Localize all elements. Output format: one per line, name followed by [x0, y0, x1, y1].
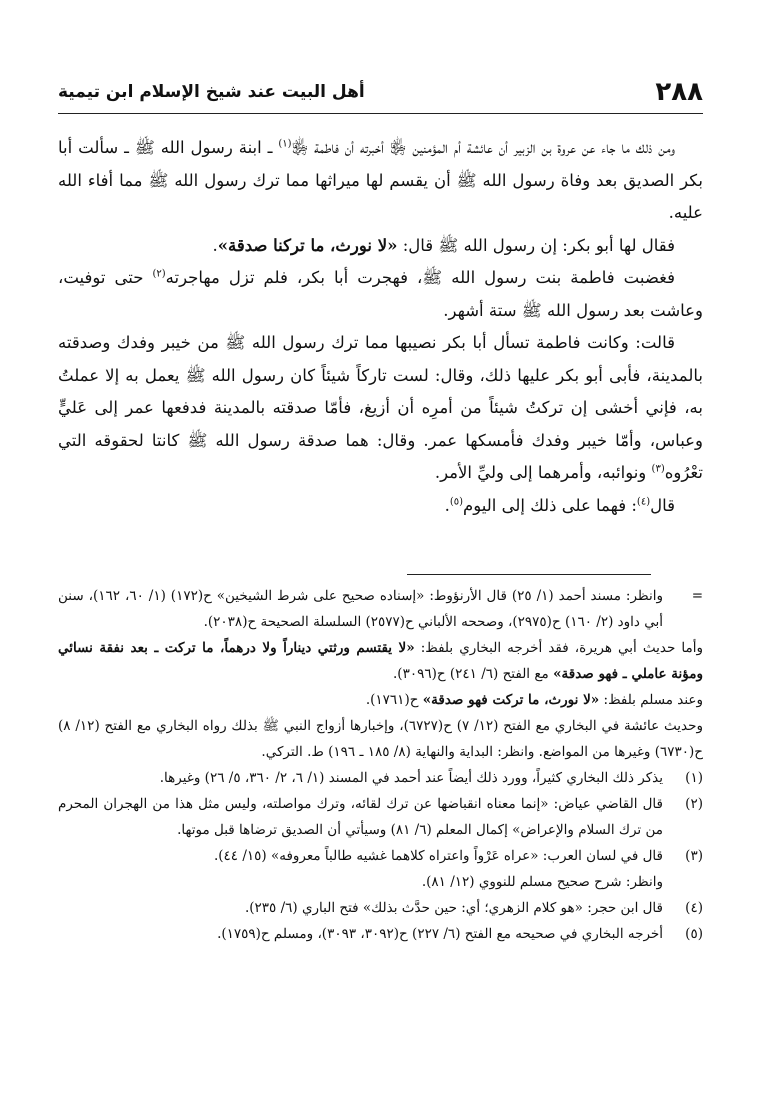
paragraph-4 — [58, 327, 703, 490]
paragraph-3-text-a: فغضبت فاطمة بنت رسول الله ﷺ، فهجرت أبا بكر، فلم تزل مهاجرته — [165, 268, 675, 287]
paragraph-4-text-b: ونوائبه، وأمرهما إلى وليِّ الأمر. — [434, 463, 652, 482]
running-title: أهل البيت عند شيخ الإسلام ابن تيمية — [58, 82, 365, 102]
footnote-ref-3: (٣) — [651, 463, 665, 475]
footnote-3 — [58, 843, 703, 895]
footnote-continued-2-text-a: وأما حديث أبي هريرة، فقد أخرجه البخاري بلفظ: — [414, 640, 703, 656]
footnote-ref-4: (٤) — [636, 496, 651, 507]
footnote-continued-3-text-b: ح(١٧٦١). — [365, 692, 423, 708]
footnote-5-number: (٥) — [685, 926, 703, 942]
footnote-continued-text: وانظر: مسند أحمد (١/ ٢٥) قال الأرنؤوط: «إسناده صحيح على شرط الشيخين» ح(١٧٢) (١/ ٦٠، ١٦٢)، سنن أبي داود (٢/ ١٦٠) ح(٢٩٧٥)، وصححه الألباني ح(٢٥٧٧) السلسلة الصحيحة ح(٢٠٣٨). — [58, 588, 664, 630]
paragraph-4-text-a: قالت: وكانت فاطمة تسأل أبا بكر نصيبها مما ترك رسول الله ﷺ من خيبر وفدك وصدقته بالمدينة، فأبى أبو بكر عليها ذلك، وقال: لست تاركاً شيئاً كان رسول الله ﷺ يعمل به إلا عملتُ به، فإني أخشى إن تركتُ شيئاً من أمرِه أن أزيغ، فأمّا صدقته بالمدينة فدفعها عمر إلى عَليٍّ وعباس، وأمّا خيبر وفدك فأمسكها عمر. وقال: هما صدقة رسول الله ﷺ كانتا لحقوقه التي تعْرُوه — [58, 333, 703, 482]
footnote-3-number: (٣) — [685, 848, 703, 864]
footnote-continued-2-text-b: مع الفتح (٦/ ٢٤١) ح(٣٠٩٦). — [393, 666, 554, 682]
page-header — [58, 72, 703, 112]
main-text — [58, 132, 703, 522]
footnote-4-text: قال ابن حجر: «هو كلام الزهري؛ أي: حين حدَّث بذلك» فتح الباري (٦/ ٢٣٥). — [244, 900, 663, 916]
footnote-4 — [58, 895, 703, 921]
paragraph-2-text-a: فقال لها أبو بكر: إن رسول الله ﷺ قال: — [397, 235, 675, 255]
paragraph-3 — [58, 262, 703, 327]
paragraph-3-text-b: حتى توفيت، وعاشت بعد رسول الله ﷺ ستة أشهر. — [58, 268, 703, 320]
footnote-2-text: قال القاضي عياض: «إنما معناه انقباضها عن ترك لقائه، وترك مواصلته، وليس مثل هذا من الهجران المحرم من ترك السلام والإعراض» إكمال المعلم (٦/ ٨١) وسيأتي أن الصديق ترضاها قبل موتها. — [58, 796, 663, 838]
footnote-separator — [407, 574, 651, 575]
hadith-quote: «لا نورث، ما تركنا صدقة» — [217, 235, 398, 255]
footnote-3-text-a: قال في لسان العرب: «عراه عَرْواً واعتراه كلاهما غشيه طالباً معروفه» (١٥/ ٤٤). — [213, 848, 663, 864]
paragraph-2 — [58, 230, 703, 263]
paragraph-5-text-b: : فهما على ذلك إلى اليوم — [463, 495, 637, 515]
footnote-continued-4: وحديث عائشة في البخاري مع الفتح (١٢/ ٧) ح(٦٧٢٧)، وإخبارها أزواج النبي ﷺ بذلك رواه البخاري مع الفتح (١٢/ ٨) ح(٦٧٣٠) وغيرها من المواضع. وانظر: البداية والنهاية (٨/ ١٨٥ ـ ١٩٦) ط. التركي. — [58, 718, 703, 760]
footnote-1-text: يذكر ذلك البخاري كثيراً، وورد ذلك أيضاً عند أحمد في المسند (١/ ٦، ٢/ ٣٦٠، ٥/ ٢٦) وغيرها. — [159, 770, 663, 786]
paragraph-1-text-a: ومن ذلك ما جاء عن عروة بن الزبير أن عائشة أم المؤمنين ﵂ أخبرته أن فاطمة ﵂ — [291, 138, 675, 157]
paragraph-5 — [58, 490, 703, 523]
paragraph-5-text-a: قال — [650, 495, 675, 515]
paragraph-5-text-c: . — [444, 495, 450, 515]
footnote-4-number: (٤) — [685, 900, 703, 916]
footnote-5 — [58, 921, 703, 947]
footnote-1 — [58, 765, 703, 791]
footnote-continued-3-text-a: وعند مسلم بلفظ: — [599, 692, 703, 708]
footnote-ref-5: (٥) — [449, 496, 464, 507]
footnote-3-text — [58, 843, 663, 895]
footnotes — [58, 583, 703, 947]
page-number: ٢٨٨ — [655, 77, 703, 107]
footnote-continued-3 — [58, 687, 703, 713]
footnote-quote-2: «لا نورث، ما تركت فهو صدقة» — [422, 692, 600, 708]
footnote-quote-1: «لا يقتسم ورثتي ديناراً ولا درهماً، ما تركت ـ بعد نفقة نسائي ومؤنة عاملي ـ فهو صدقة» — [58, 640, 703, 682]
footnote-5-text: أخرجه البخاري في صحيحه مع الفتح (٦/ ٢٢٧) ح(٣٠٩٢، ٣٠٩٣)، ومسلم ح(١٧٥٩). — [217, 926, 663, 942]
header-rule — [58, 113, 703, 114]
footnote-continued-2 — [58, 635, 703, 687]
paragraph-2-text-b: . — [212, 235, 218, 255]
footnote-2-number: (٢) — [685, 796, 703, 812]
footnote-2 — [58, 791, 703, 843]
footnote-1-number: (١) — [685, 770, 703, 786]
footnote-continued — [58, 583, 703, 635]
footnote-ref-1: (١) — [278, 138, 292, 150]
footnote-3-text-b: وانظر: شرح صحيح مسلم للنووي (١٢/ ٨١). — [421, 874, 663, 890]
footnote-ref-2: (٢) — [152, 268, 166, 280]
paragraph-1 — [58, 132, 703, 230]
paragraph-1-text-b: ـ ابنة رسول الله ﷺ ـ سألت أبا بكر الصديق بعد وفاة رسول الله ﷺ أن يقسم لها ميراثها مما ترك رسول الله ﷺ مما أفاء الله عليه. — [58, 138, 703, 222]
continuation-mark: = — [691, 588, 703, 604]
